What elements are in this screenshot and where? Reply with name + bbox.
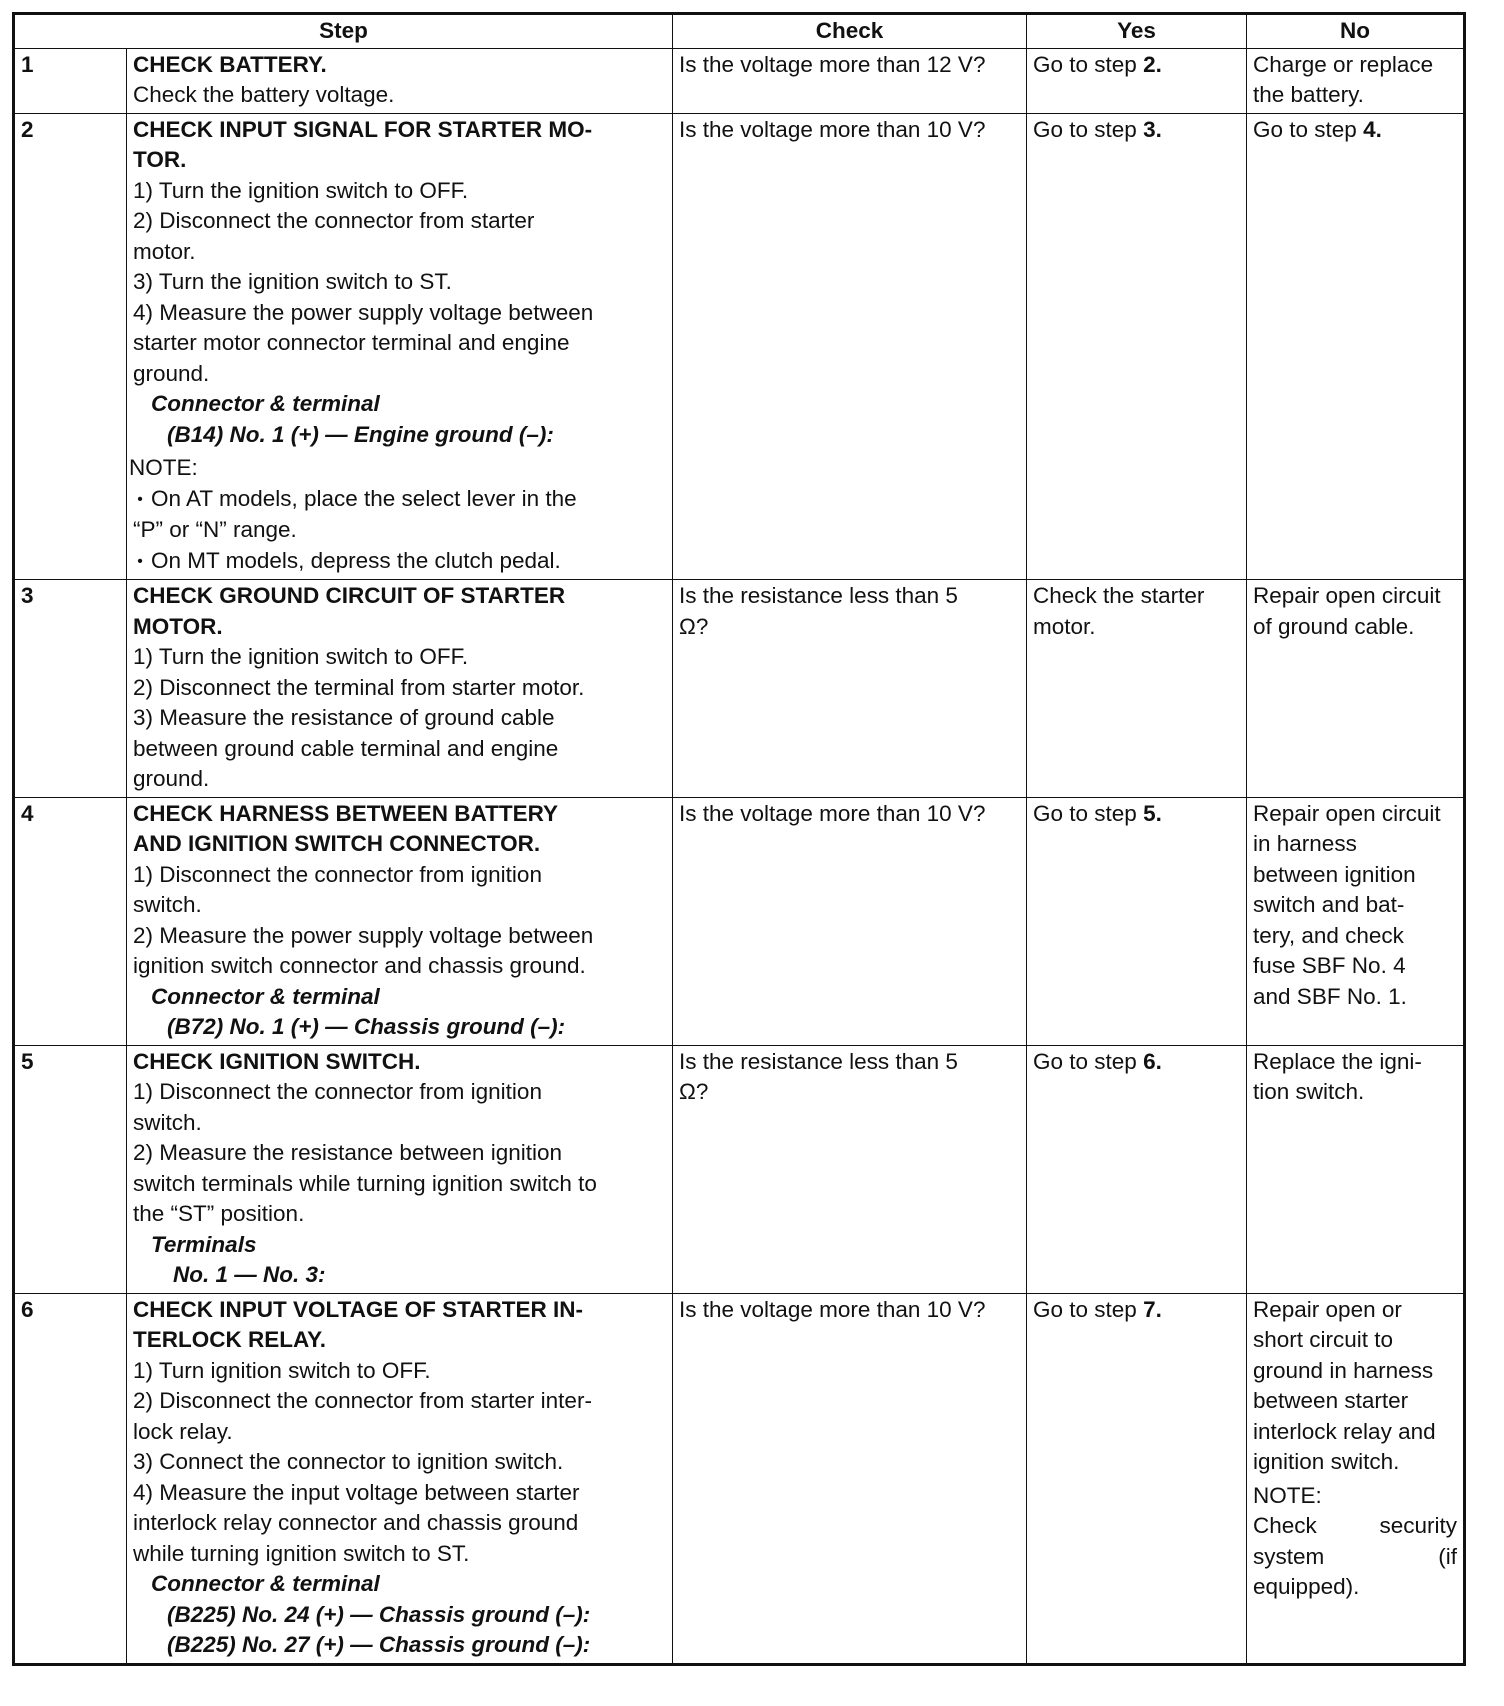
step-title: CHECK HARNESS BETWEEN BATTERY (133, 800, 559, 826)
step-cell (127, 113, 673, 580)
no-cell (1247, 580, 1465, 798)
connector-terminal: (B14) No. 1 (+) — Engine ground (–): (167, 421, 554, 447)
step-line: ground. (133, 766, 210, 791)
step-line: 1) Turn the ignition switch to OFF. (133, 644, 469, 669)
check-cell: Is the voltage more than 10 V? (673, 797, 1027, 1045)
step-line: 1) Disconnect the connector from ignition (133, 861, 542, 887)
table-row (14, 580, 1465, 798)
yes-line: motor. (1033, 613, 1096, 639)
check-line: Is the resistance less than 5 (679, 1048, 958, 1074)
check-cell (673, 1045, 1027, 1293)
step-line: between ground cable terminal and engine (133, 735, 559, 761)
step-cell (127, 580, 673, 798)
yes-text: Go to step (1033, 116, 1144, 142)
header-yes: Yes (1027, 14, 1247, 49)
connector-terminal: (B225) No. 24 (+) — Chassis ground (–): (167, 1601, 591, 1627)
check-cell: Is the voltage more than 12 V? (673, 48, 1027, 113)
no-line: interlock relay and (1253, 1418, 1436, 1444)
no-step-ref: 4. (1363, 116, 1382, 142)
no-note-heading: NOTE: (1253, 1482, 1322, 1508)
check-cell (673, 580, 1027, 798)
step-title: TERLOCK RELAY. (133, 1327, 326, 1352)
no-line: and SBF No. 1. (1253, 983, 1407, 1009)
no-note-line: Check security (1253, 1513, 1458, 1538)
step-title: CHECK BATTERY. (133, 51, 327, 77)
connector-title: Connector & terminal (151, 983, 380, 1009)
no-line: between ignition (1253, 861, 1416, 887)
step-line: 2) Disconnect the connector from starter (133, 208, 535, 233)
step-line: 3) Turn the ignition switch to ST. (133, 269, 452, 294)
step-number: 2 (14, 113, 127, 580)
step-line: while turning ignition switch to ST. (133, 1540, 470, 1566)
table-row (14, 1293, 1465, 1664)
no-line: Repair open or (1253, 1296, 1402, 1322)
step-line: ground. (133, 360, 210, 386)
terminals-line: No. 1 — No. 3: (173, 1262, 326, 1287)
yes-step-ref: 7. (1143, 1296, 1162, 1322)
no-line: Repair open circuit (1253, 800, 1441, 826)
no-line: between starter (1253, 1388, 1409, 1413)
no-line: Charge or replace (1253, 51, 1434, 77)
no-note-line: equipped). (1253, 1574, 1360, 1599)
no-text: Go to step (1253, 116, 1364, 142)
check-line: Is the resistance less than 5 (679, 583, 958, 608)
no-line: in harness (1253, 831, 1357, 856)
step-cell (127, 1293, 673, 1664)
step-title: CHECK INPUT VOLTAGE OF STARTER IN- (133, 1296, 583, 1322)
step-line: switch. (133, 1109, 202, 1135)
no-line: fuse SBF No. 4 (1253, 953, 1406, 978)
connector-terminal: (B72) No. 1 (+) — Chassis ground (–): (167, 1014, 566, 1039)
table-row (14, 1045, 1465, 1293)
no-line: of ground cable. (1253, 613, 1415, 639)
note-bullet: • On MT models, depress the clutch pedal. (129, 546, 666, 578)
no-cell (1247, 1293, 1465, 1664)
step-number: 3 (14, 580, 127, 798)
header-no: No (1247, 14, 1465, 49)
step-line: Check the battery voltage. (133, 82, 395, 107)
header-row (14, 14, 1465, 49)
step-number: 1 (14, 48, 127, 113)
check-line: Ω? (679, 613, 709, 639)
no-cell (1247, 48, 1465, 113)
no-line: short circuit to (1253, 1327, 1394, 1352)
no-line: tion switch. (1253, 1079, 1365, 1104)
step-line: 4) Measure the power supply voltage between (133, 299, 594, 325)
no-line: ignition switch. (1253, 1449, 1400, 1474)
terminals-title: Terminals (151, 1231, 257, 1257)
yes-step-ref: 2. (1143, 51, 1162, 77)
step-title: CHECK IGNITION SWITCH. (133, 1048, 421, 1074)
yes-step-ref: 5. (1143, 800, 1162, 826)
yes-text: Go to step (1033, 51, 1144, 77)
step-line: 2) Disconnect the connector from starter inter- (133, 1388, 592, 1413)
no-line: Replace the igni- (1253, 1048, 1422, 1074)
step-title: MOTOR. (133, 613, 223, 639)
header-check: Check (673, 14, 1027, 49)
check-cell: Is the voltage more than 10 V? (673, 1293, 1027, 1664)
note-bullet-continuation: “P” or “N” range. (133, 517, 297, 542)
step-line: lock relay. (133, 1418, 233, 1444)
step-line: interlock relay connector and chassis ground (133, 1510, 579, 1535)
no-cell (1247, 797, 1465, 1045)
step-number: 6 (14, 1293, 127, 1664)
no-line: Repair open circuit (1253, 583, 1441, 608)
step-line: 2) Measure the power supply voltage between (133, 922, 594, 948)
step-line: starter motor connector terminal and engine (133, 330, 570, 355)
yes-step-ref: 3. (1143, 116, 1162, 142)
yes-text: Go to step (1033, 1296, 1144, 1322)
yes-cell (1027, 1045, 1247, 1293)
yes-text: Go to step (1033, 800, 1144, 826)
step-title: TOR. (133, 147, 187, 172)
step-cell (127, 797, 673, 1045)
connector-title: Connector & terminal (151, 1571, 380, 1596)
step-number: 4 (14, 797, 127, 1045)
yes-cell (1027, 48, 1247, 113)
step-title: CHECK INPUT SIGNAL FOR STARTER MO- (133, 116, 593, 142)
step-line: 1) Turn ignition switch to OFF. (133, 1357, 431, 1383)
yes-step-ref: 6. (1143, 1048, 1162, 1074)
no-line: the battery. (1253, 82, 1364, 107)
yes-cell (1027, 113, 1247, 580)
yes-text: Go to step (1033, 1048, 1144, 1074)
connector-title: Connector & terminal (151, 391, 380, 416)
step-cell (127, 48, 673, 113)
step-line: motor. (133, 238, 196, 264)
table-row (14, 113, 1465, 580)
no-note-line: system (if (1253, 1543, 1458, 1569)
yes-cell (1027, 1293, 1247, 1664)
connector-terminal: (B225) No. 27 (+) — Chassis ground (–): (167, 1632, 591, 1657)
diagnostic-table (12, 12, 1466, 1666)
step-line: 4) Measure the input voltage between starter (133, 1479, 580, 1505)
step-line: 2) Disconnect the terminal from starter motor. (133, 674, 585, 700)
yes-line: Check the starter (1033, 583, 1205, 608)
table-row (14, 48, 1465, 113)
table-row (14, 797, 1465, 1045)
step-title: AND IGNITION SWITCH CONNECTOR. (133, 831, 541, 856)
step-line: ignition switch connector and chassis ground. (133, 953, 586, 978)
yes-cell (1027, 580, 1247, 798)
header-step: Step (14, 14, 673, 49)
no-line: tery, and check (1253, 922, 1404, 948)
note-heading: NOTE: (129, 455, 198, 480)
step-cell (127, 1045, 673, 1293)
step-line: switch terminals while turning ignition switch to (133, 1170, 597, 1196)
check-cell: Is the voltage more than 10 V? (673, 113, 1027, 580)
no-line: switch and bat- (1253, 892, 1405, 917)
no-cell (1247, 113, 1465, 580)
step-line: switch. (133, 892, 202, 917)
step-line: 3) Measure the resistance of ground cable (133, 705, 555, 730)
step-line: 3) Connect the connector to ignition switch. (133, 1449, 564, 1474)
yes-cell (1027, 797, 1247, 1045)
step-number: 5 (14, 1045, 127, 1293)
step-line: 1) Turn the ignition switch to OFF. (133, 177, 469, 203)
step-title: CHECK GROUND CIRCUIT OF STARTER (133, 583, 566, 608)
no-line: ground in harness (1253, 1357, 1434, 1383)
step-line: the “ST” position. (133, 1201, 305, 1226)
check-line: Ω? (679, 1079, 709, 1104)
note-bullet: • On AT models, place the select lever in the (129, 484, 666, 516)
step-line: 1) Disconnect the connector from ignition (133, 1079, 542, 1104)
no-cell (1247, 1045, 1465, 1293)
step-line: 2) Measure the resistance between ignition (133, 1140, 562, 1165)
